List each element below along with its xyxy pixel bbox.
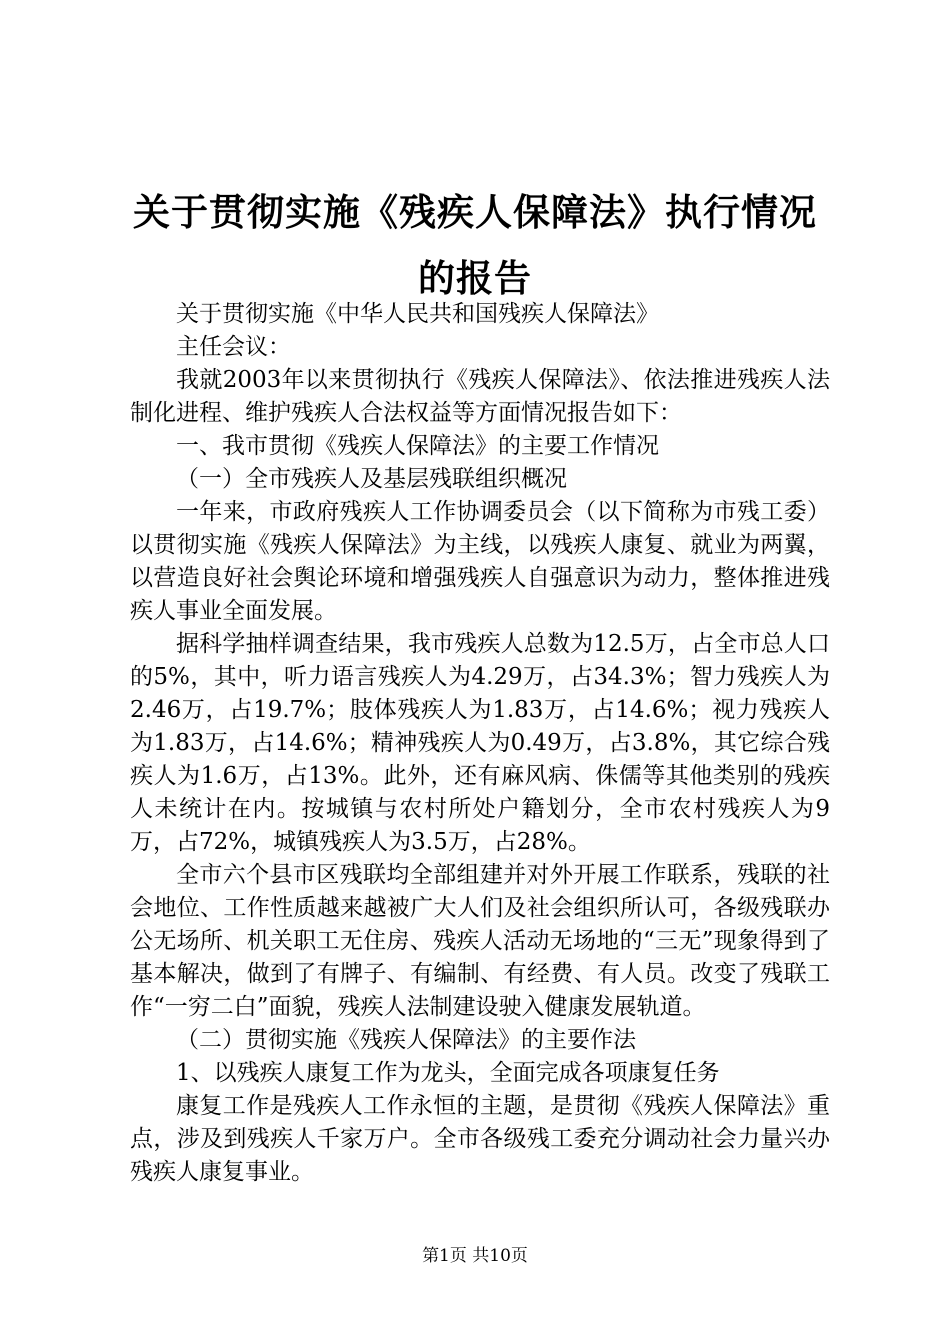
document-body: [130, 298, 830, 1189]
paragraph-salutation: 主任会议：: [176, 334, 291, 360]
subsection-heading-2: （二）贯彻实施《残疾人保障法》的主要作法: [176, 1027, 636, 1053]
document-title: 关于贯彻实施《残疾人保障法》执行情况的报告: [133, 191, 817, 300]
paragraph-overview: 一年来，市政府残疾人工作协调委员会（以下简称为市残工委）以贯彻实施《残疾人保障法》为主线，以残疾人康复、就业为两翼，以营造良好社会舆论环境和增强残疾人自强意识为动力，整体推进残疾人事业全面发展。: [130, 499, 830, 624]
paragraph-organizations: 全市六个县市区残联均全部组建并对外开展工作联系，残联的社会地位、工作性质越来越被广大人们及社会组织所认可，各级残联办公无场所、机关职工无住房、残疾人活动无场地的“三无”现象得到了基本解决，做到了有牌子、有编制、有经费、有人员。改变了残联工作“一穷二白”面貌，残疾人法制建设驶入健康发展轨道。: [130, 862, 830, 1020]
section-heading-1: 一、我市贯彻《残疾人保障法》的主要工作情况: [176, 433, 659, 459]
item-heading-1: 1、以残疾人康复工作为龙头，全面完成各项康复任务: [176, 1060, 720, 1086]
paragraph-subject: 关于贯彻实施《中华人民共和国残疾人保障法》: [176, 301, 659, 327]
paragraph-statistics: 据科学抽样调查结果，我市残疾人总数为12.5万，占全市总人口的5%，其中，听力语言残疾人为4.29万，占34.3%；智力残疾人为2.46万，占19.7%；肢体残疾人为1.83万，占14.6%；视力残疾人为1.83万，占14.6%；精神残疾人为0.49万，占3.8%，其它综合残疾人为1.6万，占13%。此外，还有麻风病、侏儒等其他类别的残疾人未统计在内。按城镇与农村所处户籍划分，全市农村残疾人为9万，占72%，城镇残疾人为3.5万，占28%。: [130, 631, 830, 855]
paragraph-intro: 我就2003年以来贯彻执行《残疾人保障法》、依法推进残疾人法制化进程、维护残疾人合法权益等方面情况报告如下：: [130, 367, 830, 426]
paragraph-rehabilitation: 康复工作是残疾人工作永恒的主题，是贯彻《残疾人保障法》重点，涉及到残疾人千家万户。全市各级残工委充分调动社会力量兴办残疾人康复事业。: [130, 1093, 830, 1185]
subsection-heading-1: （一）全市残疾人及基层残联组织概况: [176, 466, 567, 492]
page-footer: 第1页 共10页: [422, 1246, 528, 1266]
